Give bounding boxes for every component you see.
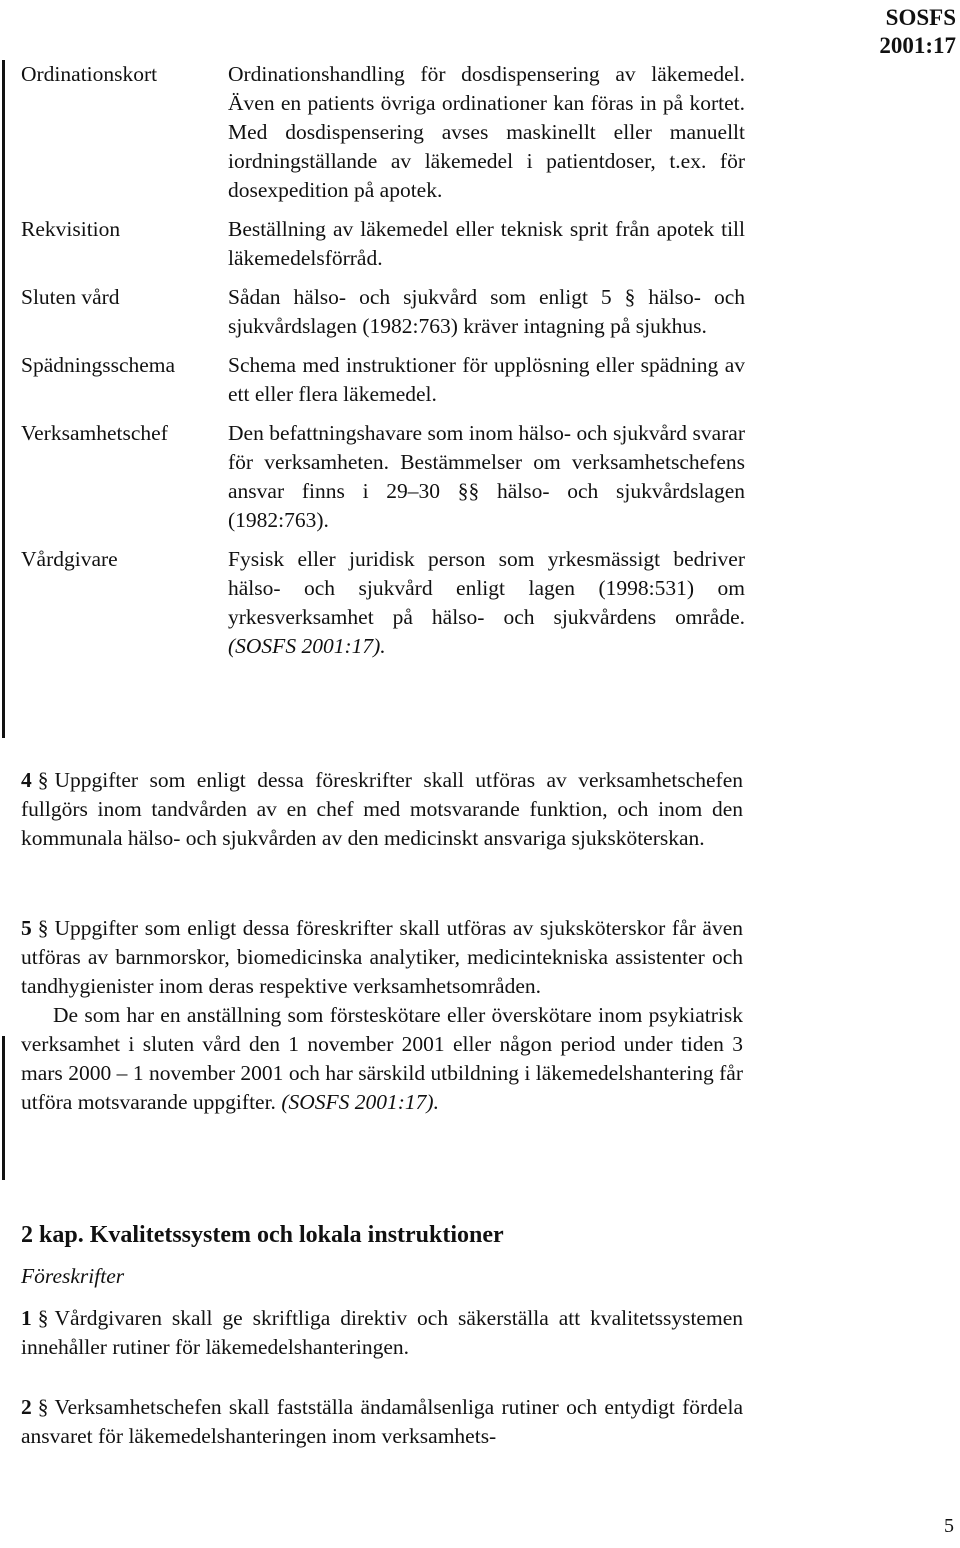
section-number: 1	[21, 1306, 32, 1330]
chapter-title: 2 kap. Kvalitetssystem och lokala instruktioner	[21, 1222, 504, 1248]
definition-term: Vårdgivare	[21, 547, 118, 571]
chapter-subtitle: Föreskrifter	[21, 1264, 125, 1288]
paragraph-text: Verksamhetschefen skall fastställa ändamålsenliga rutiner och entydigt fördela ansvaret för läkemedelshanteringen inom verksamhets-	[21, 1395, 743, 1448]
definition-row	[21, 419, 745, 535]
definition-term: Sluten vård	[21, 285, 120, 309]
definitions-list	[21, 60, 745, 671]
paragraph	[21, 1304, 743, 1362]
definition-text: Beställning av läkemedel eller teknisk sprit från apotek till läkemedelsförråd.	[228, 217, 745, 270]
document-header	[879, 4, 956, 60]
definition-term: Rekvisition	[21, 217, 121, 241]
change-bar-para5	[2, 1036, 5, 1180]
paragraph	[21, 1001, 743, 1117]
section-number: 4	[21, 768, 32, 792]
change-bar-definitions	[2, 60, 5, 738]
chapter2-section-1	[21, 1304, 743, 1362]
section-sign: §	[37, 1306, 49, 1330]
paragraph	[21, 1393, 743, 1451]
definition-term: Ordinationskort	[21, 62, 158, 86]
section-4	[21, 766, 743, 853]
paragraph-text: De som har en anställning som försteskötare eller överskötare inom psykiatrisk verksamhet i sluten vård den 1 november 2001 eller någon period under tiden 3 mars 2000 – 1 november 2001 och har särskild utbildning i läkemedelshantering får utföra motsvarande uppgifter.	[21, 1003, 743, 1114]
section-number: 2	[21, 1395, 32, 1419]
paragraph-text: Uppgifter som enligt dessa föreskrifter skall utföras av sjuksköterskor får även utföras av barnmorskor, biomedicinska analytiker, medicintekniska assistenter och tandhygienister inom deras respektive verksamhetsområden.	[21, 916, 743, 998]
section-sign: §	[37, 916, 49, 940]
page-number: 5	[944, 1515, 954, 1537]
definition-term: Verksamhetschef	[21, 421, 168, 445]
definition-row	[21, 351, 745, 409]
section-5	[21, 914, 743, 1117]
definition-text: Den befattningshavare som inom hälso- och sjukvård svarar för verksamheten. Bestämmelser om verksamhetschefens ansvar finns i 29–30 §§ hälso- och sjukvårdslagen (1982:763).	[228, 421, 745, 532]
chapter2-section-2	[21, 1393, 743, 1451]
definition-text: Sådan hälso- och sjukvård som enligt 5 § hälso- och sjukvårdslagen (1982:763) kräver intagning på sjukhus.	[228, 285, 745, 338]
definition-term: Spädningsschema	[21, 353, 176, 377]
amendment-reference: (SOSFS 2001:17).	[228, 634, 386, 658]
definition-row	[21, 283, 745, 341]
paragraph	[21, 766, 743, 853]
header-number: 2001:17	[879, 33, 956, 58]
definition-row	[21, 545, 745, 661]
paragraph-text: Uppgifter som enligt dessa föreskrifter skall utföras av verksamhetschefen fullgörs inom tandvården av en chef med motsvarande funktion, och inom den kommunala hälso- och sjukvården av den medicinskt ansvariga sjuksköterskan.	[21, 768, 743, 850]
section-number: 5	[21, 916, 32, 940]
definition-text	[228, 545, 745, 661]
amendment-reference: (SOSFS 2001:17).	[281, 1090, 439, 1114]
definition-row	[21, 215, 745, 273]
definition-text: Schema med instruktioner för upplösning eller spädning av ett eller flera läkemedel.	[228, 353, 745, 406]
definition-body: Fysisk eller juridisk person som yrkesmässigt bedriver hälso- och sjukvård enligt lagen (1998:531) om yrkesverksamhet på hälso- och sjukvårdens område.	[228, 547, 745, 629]
definition-text: Ordinationshandling för dosdispensering av läkemedel. Även en patients övriga ordinationer kan föras in på kortet. Med dosdispensering avses maskinellt eller manuellt iordningställande av läkemedel i patientdoser, t.ex. för dosexpedition på apotek.	[228, 62, 745, 202]
section-sign: §	[37, 1395, 49, 1419]
paragraph	[21, 914, 743, 1001]
header-series: SOSFS	[885, 5, 956, 30]
section-sign: §	[37, 768, 49, 792]
paragraph-text: Vårdgivaren skall ge skriftliga direktiv och säkerställa att kvalitetssystemen innehåller rutiner för läkemedelshanteringen.	[21, 1306, 743, 1359]
definition-row	[21, 60, 745, 205]
